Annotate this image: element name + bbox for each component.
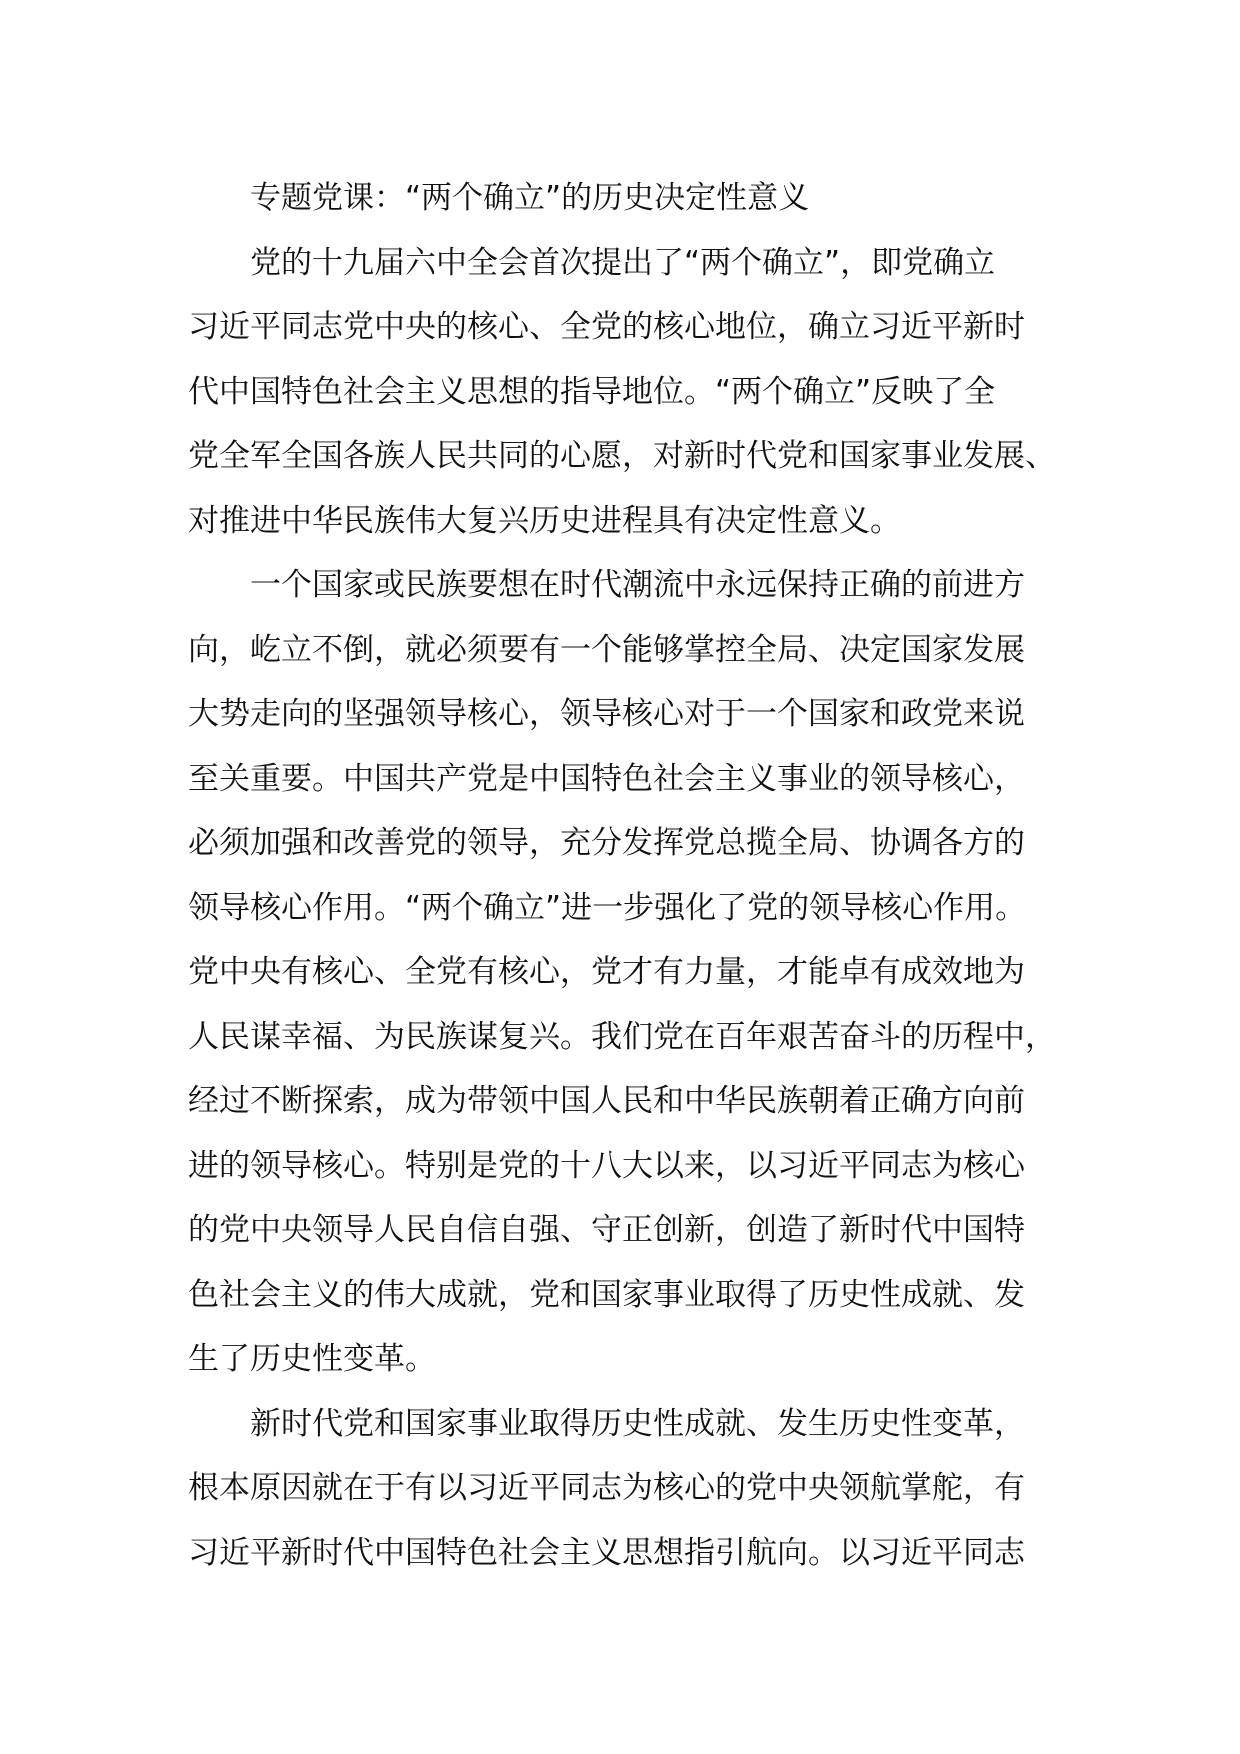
paragraph-line: 色社会主义的伟大成就，党和国家事业取得了历史性成就、发 — [188, 1276, 1025, 1313]
paragraph-line: 党的十九届六中全会首次提出了“两个确立”，即党确立 — [250, 244, 996, 281]
paragraph-line: 根本原因就在于有以习近平同志为核心的党中央领航掌舵，有 — [188, 1470, 1025, 1506]
paragraph-line: 新时代党和国家事业取得历史性成就、发生历史性变革， — [250, 1405, 1025, 1442]
document-title: 专题党课：“两个确立”的历史决定性意义 — [250, 180, 810, 216]
paragraph-line: 大势走向的坚强领导核心，领导核心对于一个国家和政党来说 — [188, 696, 1025, 732]
paragraph-line: 进的领导核心。特别是党的十八大以来，以习近平同志为核心 — [188, 1147, 1025, 1184]
paragraph-line: 必须加强和改善党的领导，充分发挥党总揽全局、协调各方的 — [188, 825, 1025, 861]
paragraph-line: 代中国特色社会主义思想的指导地位。“两个确立”反映了全 — [188, 373, 996, 410]
document-page — [188, 166, 1070, 1585]
paragraph-line: 党中央有核心、全党有核心，党才有力量，才能卓有成效地为 — [188, 954, 1025, 990]
paragraph-line: 对推进中华民族伟大复兴历史进程具有决定性意义。 — [188, 502, 901, 539]
paragraph-1 — [188, 231, 1070, 554]
paragraph-line: 的党中央领导人民自信自强、守正创新，创造了新时代中国特 — [188, 1212, 1025, 1248]
paragraph-line: 至关重要。中国共产党是中国特色社会主义事业的领导核心， — [188, 760, 1025, 797]
paragraph-line: 一个国家或民族要想在时代潮流中永远保持正确的前进方 — [250, 567, 1025, 603]
paragraph-line: 经过不断探索，成为带领中国人民和中华民族朝着正确方向前 — [188, 1083, 1025, 1119]
paragraph-3 — [188, 1392, 1070, 1586]
paragraph-line: 习近平新时代中国特色社会主义思想指引航向。以习近平同志 — [188, 1534, 1025, 1571]
paragraph-2 — [188, 553, 1070, 1392]
paragraph-line: 生了历史性变革。 — [188, 1341, 436, 1377]
paragraph-line: 习近平同志党中央的核心、全党的核心地位，确立习近平新时 — [188, 309, 1025, 345]
paragraph-line: 向，屹立不倒，就必须要有一个能够掌控全局、决定国家发展 — [188, 631, 1025, 668]
paragraph-line: 人民谋幸福、为民族谋复兴。我们党在百年艰苦奋斗的历程中， — [188, 1018, 1056, 1055]
paragraph-line: 党全军全国各族人民共同的心愿，对新时代党和国家事业发展、 — [188, 438, 1056, 474]
paragraph-line: 领导核心作用。“两个确立”进一步强化了党的领导核心作用。 — [188, 889, 1027, 926]
